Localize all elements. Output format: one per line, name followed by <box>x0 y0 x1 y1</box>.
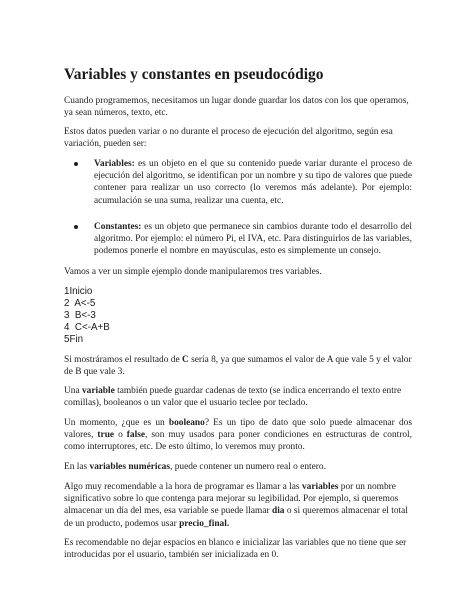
term-label: Constantes: <box>94 222 142 232</box>
result-paragraph: Si mostráramos el resultado de C sería 8, ya que sumamos el valor de A que vale 5 y el valor de B que vale 3. <box>64 355 412 378</box>
example-intro: Vamos a ver un simple ejemplo donde manipularemos tres variables. <box>64 267 322 277</box>
pseudocode-block <box>64 286 110 346</box>
boolean-paragraph: Un momento, ¿que es un booleano? Es un tipo de dato que solo puede almacenar dos valores, true o false, son muy usados para poner condiciones en estructuras de control, como interruptores, etc. De esto último, lo veremos muy pronto. <box>64 418 413 453</box>
page-title: Variables y constantes en pseudocódigo <box>64 66 324 83</box>
code-line: 5Fin <box>64 334 84 346</box>
code-line: 1Inicio <box>64 286 93 297</box>
list-item-text: Constantes: es un objeto que permanece sin cambios durante todo el desarrollo del algoritmo. Por ejemplo: el número Pi, el IVA, etc. Para distinguirlos de las variables, podemos ponerle el nombre en mayúsculas, esto es simplemente un consejo. <box>94 222 412 257</box>
term-label: Variables: <box>94 159 135 169</box>
code-line: 4 C<-A+B <box>64 322 110 334</box>
intro-paragraph: Cuando programemos, necesitamos un lugar donde guardar los datos con los que operamos, ya sean números, texto, etc. <box>64 96 409 119</box>
variable-text-paragraph: Una variable también puede guardar cadenas de texto (se indica encerrando el texto entre comillas), booleanos o un valor que el usuario teclee por teclado. <box>64 386 402 409</box>
bullet-icon <box>74 162 78 166</box>
variation-paragraph: Estos datos pueden variar o no durante el proceso de ejecución del algoritmo, según esa variación, pueden ser: <box>64 127 393 150</box>
naming-paragraph: Algo muy recomendable a la hora de programar es llamar a las variables por un nombre significativo sobre lo que contenga para mejorar su legibilidad. Por ejemplo, si queremos almacenar un día del mes, esa variable se puede llamar dia o si queremos almacenar el total de un producto, podemos usar precio_final. <box>64 482 408 529</box>
code-line: 3 B<-3 <box>64 310 96 322</box>
initialization-paragraph: Es recomendable no dejar espacios en blanco e inicializar las variables que no tiene que ser introducidas por el usuario, también ser inicializada en 0. <box>64 538 407 561</box>
list-item-text: Variables: es un objeto en el que su contenido puede variar durante el proceso de ejecución del algoritmo, se identifican por un nombre y su tipo de valores que puede contener para realizar un uso correcto (lo veremos más adelante). Por ejemplo: acumulación se una suma, realizar una cuenta, etc. <box>94 159 412 206</box>
code-line: 2 A<-5 <box>64 298 96 310</box>
numeric-paragraph: En las variables numéricas, puede contener un numero real o entero. <box>64 462 326 472</box>
bullet-icon <box>74 225 78 229</box>
